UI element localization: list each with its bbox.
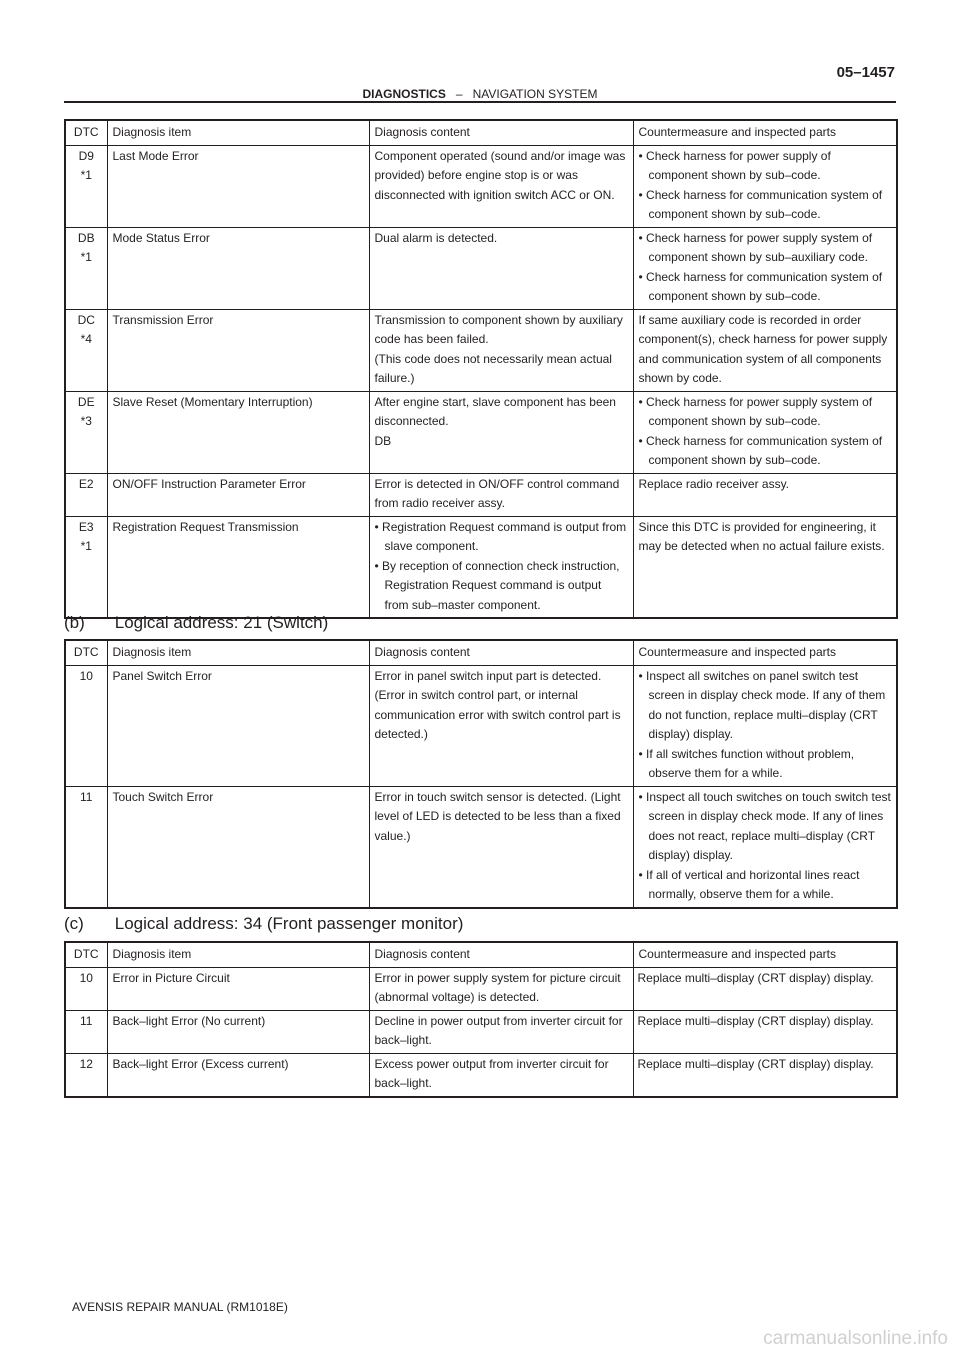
dtc-cell: 12 bbox=[65, 1053, 107, 1097]
header-section: DIAGNOSTICS bbox=[362, 87, 446, 101]
section-c-heading bbox=[64, 914, 463, 934]
table-row bbox=[65, 516, 897, 618]
header-separator: – bbox=[455, 87, 463, 101]
section-b-heading bbox=[64, 613, 328, 633]
table-header-row bbox=[65, 120, 897, 145]
content-cell: Decline in power output from inverter circuit for back–light. bbox=[369, 1010, 633, 1053]
watermark: carmanualsonline.info bbox=[763, 1328, 948, 1349]
measure-cell: Replace multi–display (CRT display) display. bbox=[633, 967, 897, 1010]
measure-cell: Since this DTC is provided for engineering, it may be detected when no actual failure exists. bbox=[633, 516, 897, 618]
measure-cell: • Inspect all touch switches on touch switch test screen in display check mode. If any of lines does not react, replace multi–display (CRT display) display. • If all of vertical and horizontal lines react normally, observe them for a while. bbox=[633, 786, 897, 908]
item-cell: Mode Status Error bbox=[107, 227, 369, 309]
item-cell: Touch Switch Error bbox=[107, 786, 369, 908]
measure-cell: Replace multi–display (CRT display) display. bbox=[633, 1010, 897, 1053]
section-b-title: Logical address: 21 (Switch) bbox=[114, 613, 329, 632]
table-row bbox=[65, 391, 897, 473]
table-row bbox=[65, 967, 897, 1010]
col-header-content: Diagnosis content bbox=[369, 640, 633, 665]
table-header-row bbox=[65, 640, 897, 665]
dtc-cell: DE *3 bbox=[65, 391, 107, 473]
header-rule bbox=[64, 101, 896, 103]
content-cell: Transmission to component shown by auxiliary code has been failed. (This code does not necessarily mean actual failure.) bbox=[369, 309, 633, 391]
measure-cell: • Check harness for power supply system of component shown by sub–code. • Check harness for communication system of component shown by sub–code. bbox=[633, 391, 897, 473]
item-cell: Last Mode Error bbox=[107, 145, 369, 227]
col-header-measure: Countermeasure and inspected parts bbox=[633, 640, 897, 665]
col-header-item: Diagnosis item bbox=[107, 942, 369, 967]
measure-cell: • Check harness for power supply system of component shown by sub–auxiliary code. • Check harness for communication system of component shown by sub–code. bbox=[633, 227, 897, 309]
item-cell: ON/OFF Instruction Parameter Error bbox=[107, 473, 369, 516]
measure-cell: If same auxiliary code is recorded in order component(s), check harness for power supply and communication system of all components shown by code. bbox=[633, 309, 897, 391]
item-cell: Back–light Error (Excess current) bbox=[107, 1053, 369, 1097]
table-row bbox=[65, 1010, 897, 1053]
col-header-item: Diagnosis item bbox=[107, 120, 369, 145]
table-row bbox=[65, 227, 897, 309]
table-row bbox=[65, 309, 897, 391]
dtc-cell: DC *4 bbox=[65, 309, 107, 391]
section-c-label: (c) bbox=[64, 914, 84, 933]
page-number: 05–1457 bbox=[836, 64, 895, 81]
dtc-cell: 11 bbox=[65, 786, 107, 908]
col-header-measure: Countermeasure and inspected parts bbox=[633, 942, 897, 967]
dtc-cell: D9 *1 bbox=[65, 145, 107, 227]
content-cell: • Registration Request command is output from slave component. • By reception of connection check instruction, Registration Request command is output from sub–master component. bbox=[369, 516, 633, 618]
content-cell: Error in power supply system for picture circuit (abnormal voltage) is detected. bbox=[369, 967, 633, 1010]
measure-cell: Replace radio receiver assy. bbox=[633, 473, 897, 516]
dtc-cell: E2 bbox=[65, 473, 107, 516]
table-header-row bbox=[65, 942, 897, 967]
content-cell: Excess power output from inverter circuit for back–light. bbox=[369, 1053, 633, 1097]
dtc-cell: E3 *1 bbox=[65, 516, 107, 618]
section-b-label: (b) bbox=[64, 613, 85, 632]
item-cell: Transmission Error bbox=[107, 309, 369, 391]
content-cell: Component operated (sound and/or image was provided) before engine stop is or was disconnected with ignition switch ACC or ON. bbox=[369, 145, 633, 227]
col-header-item: Diagnosis item bbox=[107, 640, 369, 665]
dtc-cell: 11 bbox=[65, 1010, 107, 1053]
content-cell: After engine start, slave component has been disconnected. DB bbox=[369, 391, 633, 473]
table-row bbox=[65, 145, 897, 227]
dtc-cell: DB *1 bbox=[65, 227, 107, 309]
table-row bbox=[65, 665, 897, 786]
header-subsection: NAVIGATION SYSTEM bbox=[472, 87, 598, 101]
item-cell: Back–light Error (No current) bbox=[107, 1010, 369, 1053]
content-cell: Dual alarm is detected. bbox=[369, 227, 633, 309]
dtc-cell: 10 bbox=[65, 967, 107, 1010]
item-cell: Panel Switch Error bbox=[107, 665, 369, 786]
col-header-content: Diagnosis content bbox=[369, 120, 633, 145]
table-row bbox=[65, 473, 897, 516]
dtc-table-3 bbox=[64, 941, 898, 1098]
content-cell: Error is detected in ON/OFF control command from radio receiver assy. bbox=[369, 473, 633, 516]
dtc-cell: 10 bbox=[65, 665, 107, 786]
col-header-content: Diagnosis content bbox=[369, 942, 633, 967]
dtc-table-2 bbox=[64, 639, 898, 909]
header-title bbox=[0, 87, 960, 101]
section-c-title: Logical address: 34 (Front passenger monitor) bbox=[114, 914, 464, 933]
measure-cell: Replace multi–display (CRT display) display. bbox=[633, 1053, 897, 1097]
page-footer: AVENSIS REPAIR MANUAL (RM1018E) bbox=[72, 1300, 288, 1314]
item-cell: Registration Request Transmission bbox=[107, 516, 369, 618]
dtc-table-1 bbox=[64, 119, 898, 619]
item-cell: Error in Picture Circuit bbox=[107, 967, 369, 1010]
col-header-dtc: DTC bbox=[65, 942, 107, 967]
content-cell: Error in panel switch input part is detected. (Error in switch control part, or internal communication error with switch control part is detected.) bbox=[369, 665, 633, 786]
table-row bbox=[65, 786, 897, 908]
item-cell: Slave Reset (Momentary Interruption) bbox=[107, 391, 369, 473]
col-header-dtc: DTC bbox=[65, 120, 107, 145]
table-row bbox=[65, 1053, 897, 1097]
page-header bbox=[0, 0, 960, 104]
measure-cell: • Inspect all switches on panel switch test screen in display check mode. If any of them do not function, replace multi–display (CRT display) display. • If all switches function without problem, observe them for a while. bbox=[633, 665, 897, 786]
col-header-dtc: DTC bbox=[65, 640, 107, 665]
content-cell: Error in touch switch sensor is detected. (Light level of LED is detected to be less than a fixed value.) bbox=[369, 786, 633, 908]
measure-cell: • Check harness for power supply of component shown by sub–code. • Check harness for communication system of component shown by sub–code. bbox=[633, 145, 897, 227]
col-header-measure: Countermeasure and inspected parts bbox=[633, 120, 897, 145]
